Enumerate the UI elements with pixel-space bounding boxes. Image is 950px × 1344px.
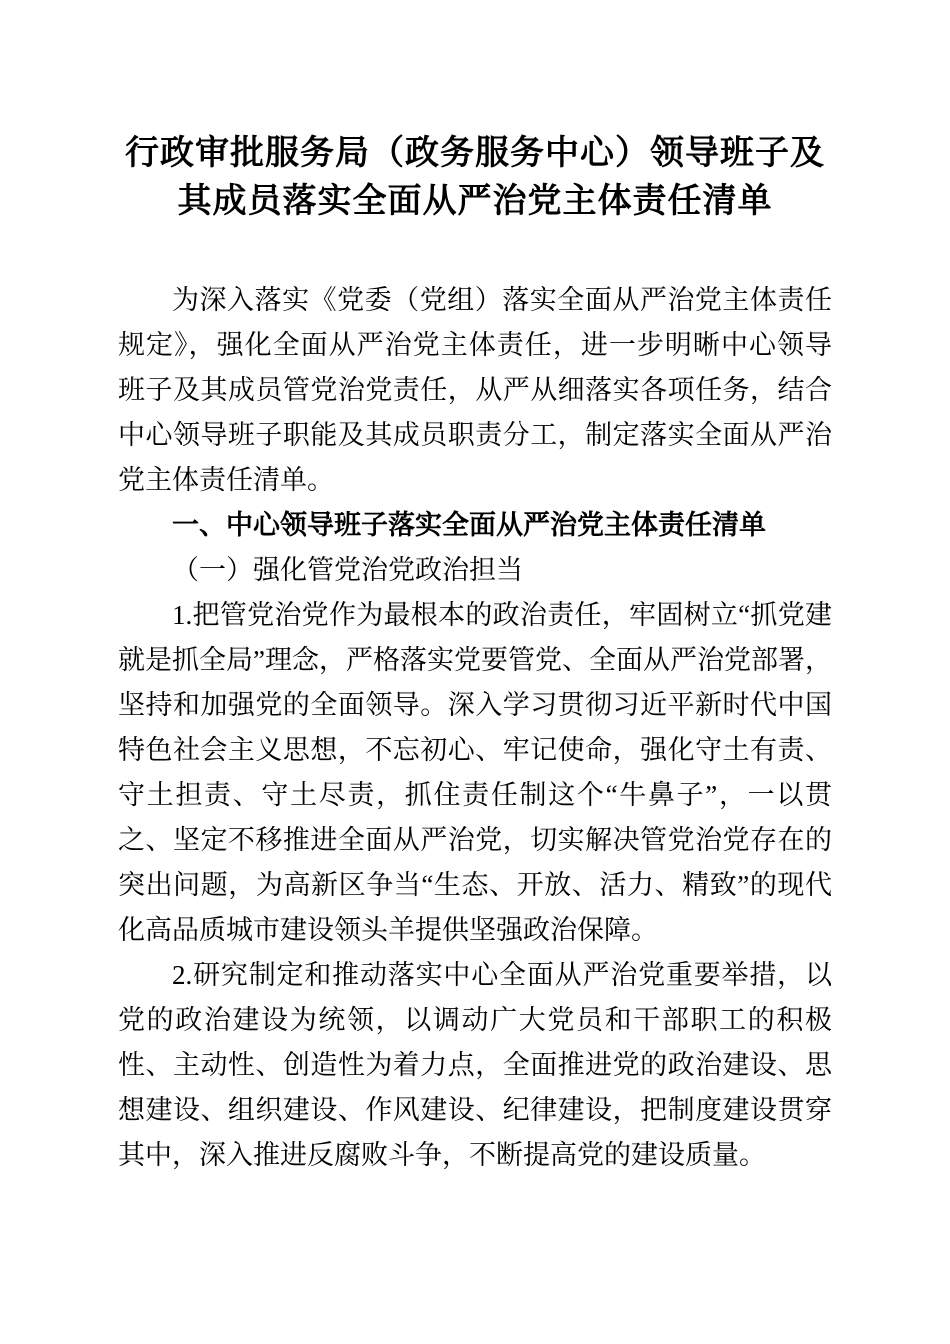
document-title-line-2: 其成员落实全面从严治党主体责任清单 — [177, 183, 773, 220]
document-title-line-1: 行政审批服务局（政务服务中心）领导班子及 — [125, 135, 825, 172]
intro-paragraph: 为深入落实《党委（党组）落实全面从严治党主体责任规定》，强化全面从严治党主体责任，进一步明晰中心领导班子及其成员管党治党责任，从严从细落实各项任务，结合中心领导班子职能及其成员职责分工，制定落实全面从严治党主体责任清单。 — [118, 285, 832, 495]
section1-heading: 一、中心领导班子落实全面从严治党主体责任清单 — [172, 510, 766, 540]
section1-item2-paragraph: 2.研究制定和推动落实中心全面从严治党重要举措，以党的政治建设为统领，以调动广大党员和干部职工的积极性、主动性、创造性为着力点，全面推进党的政治建设、思想建设、组织建设、作风建设、纪律建设，把制度建设贯穿其中，深入推进反腐败斗争，不断提高党的建设质量。 — [118, 960, 832, 1170]
document-title — [118, 130, 832, 226]
section1-item1-paragraph: 1.把管党治党作为最根本的政治责任，牢固树立“抓党建就是抓全局”理念，严格落实党要管党、全面从严治党部署，坚持和加强党的全面领导。深入学习贯彻习近平新时代中国特色社会主义思想，不忘初心、牢记使命，强化守土有责、守土担责、守土尽责，抓住责任制这个“牛鼻子”，一以贯之、坚定不移推进全面从严治党，切实解决管党治党存在的突出问题，为高新区争当“生态、开放、活力、精致”的现代化高品质城市建设领头羊提供坚强政治保障。 — [118, 600, 832, 945]
subsection1-heading: （一）强化管党治党政治担当 — [172, 555, 523, 585]
